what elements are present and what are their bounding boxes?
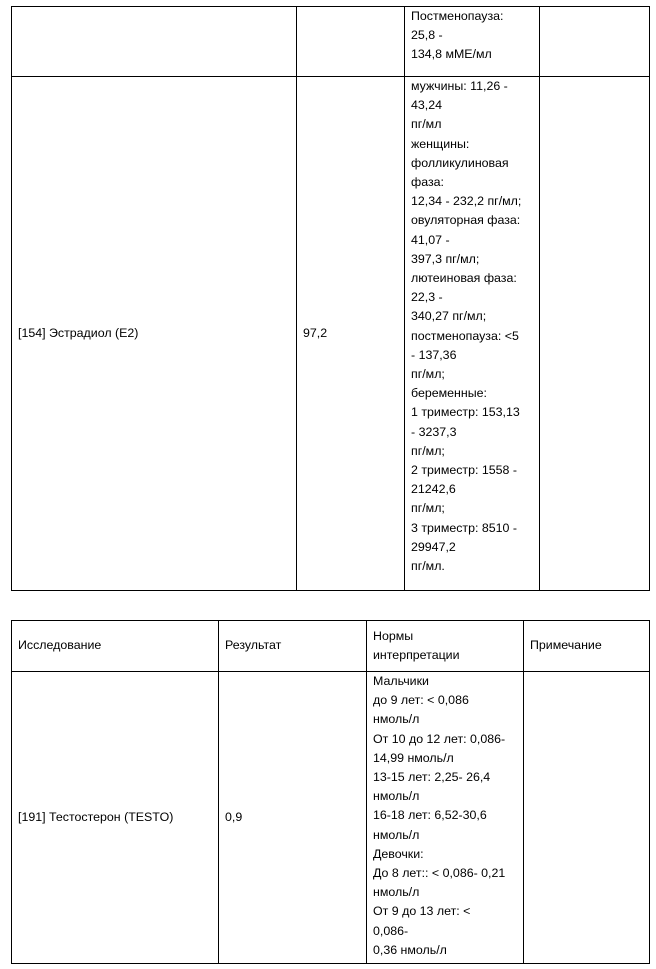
norm-line: фолликулиновая: [411, 155, 509, 170]
norm-line: пг/мл.: [411, 559, 445, 574]
header-result: Результат: [219, 621, 367, 672]
norm-line: 29947,2: [411, 539, 456, 554]
norm-line: - 3237,3: [411, 424, 457, 439]
header-norms: [367, 621, 524, 672]
norm-line: 13-15 лет: 2,25- 26,4: [373, 770, 491, 785]
norm-line: 1 триместр: 153,13: [411, 405, 520, 420]
norm-line: нмоль/л: [373, 712, 420, 727]
norm-line: 134,8 мМЕ/мл: [411, 47, 492, 62]
norm-line: 3 триместр: 8510 -: [411, 520, 518, 535]
study-cell: [154] Эстрадиол (E2): [12, 77, 297, 591]
norm-line: постменопауза: <5: [411, 328, 519, 343]
result-cell: 97,2: [297, 77, 405, 591]
norm-line: нмоль/л: [373, 789, 420, 804]
norm-line: 25,8 -: [411, 28, 443, 43]
norm-line: 12,34 - 232,2 пг/мл;: [411, 194, 522, 209]
table-row: [12, 77, 650, 591]
norm-line: 16-18 лет: 6,52-30,6: [373, 808, 487, 823]
norm-line: пг/мл: [411, 117, 442, 132]
note-cell: [524, 672, 650, 964]
norm-line: От 9 до 13 лет: <: [373, 904, 471, 919]
norm-line: Девочки:: [373, 846, 424, 861]
header-note: Примечание: [524, 621, 650, 672]
norm-line: 14,99 нмоль/л: [373, 750, 454, 765]
norm-line: овуляторная фаза:: [411, 213, 521, 228]
norm-line: 0,36 нмоль/л: [373, 942, 447, 957]
norm-line: До 8 лет:: < 0,086- 0,21: [373, 866, 506, 881]
norm-line: 0,086-: [373, 923, 409, 938]
header-norms-line: интерпретации: [373, 648, 460, 662]
norm-line: беременные:: [411, 386, 487, 401]
norm-line: до 9 лет: < 0,086: [373, 693, 469, 708]
norm-line: женщины:: [411, 136, 470, 151]
norm-line: мужчины: 11,26 -: [411, 79, 508, 93]
study-cell: [191] Тестостерон (TESTO): [12, 672, 219, 964]
norm-line: 340,27 пг/мл;: [411, 309, 487, 324]
testosterone-table: [11, 620, 650, 964]
norm-line: нмоль/л: [373, 827, 420, 842]
norm-line: 2 триместр: 1558 -: [411, 463, 518, 478]
norm-line: лютеиновая фаза:: [411, 271, 517, 286]
norm-line: - 137,36: [411, 347, 457, 362]
norm-line: пг/мл;: [411, 367, 445, 382]
norm-line: 22,3 -: [411, 290, 443, 305]
table-row: [12, 7, 650, 77]
norm-line: 41,07 -: [411, 232, 450, 247]
estradiol-table: [11, 6, 650, 591]
result-cell: 0,9: [219, 672, 367, 964]
norm-line: Постменопауза:: [411, 9, 504, 23]
norm-line: 43,24: [411, 98, 443, 113]
norm-line: От 10 до 12 лет: 0,086-: [373, 731, 506, 746]
norm-line: пг/мл;: [411, 501, 445, 516]
norm-line: пг/мл;: [411, 443, 445, 458]
norm-line: Мальчики: [373, 674, 429, 688]
norms-cell: [367, 672, 524, 964]
norms-cell: [405, 77, 540, 591]
norm-line: 397,3 пг/мл;: [411, 251, 480, 266]
norms-cell: [405, 7, 540, 77]
table-header-row: [12, 621, 650, 672]
study-cell: [12, 7, 297, 77]
table-row: [12, 672, 650, 964]
norm-line: 21242,6: [411, 482, 456, 497]
header-norms-line: Нормы: [373, 628, 414, 643]
norm-line: нмоль/л: [373, 885, 420, 900]
note-cell: [540, 7, 650, 77]
header-study: Исследование: [12, 621, 219, 672]
note-cell: [540, 77, 650, 591]
result-cell: [297, 7, 405, 77]
norm-line: фаза:: [411, 175, 444, 190]
